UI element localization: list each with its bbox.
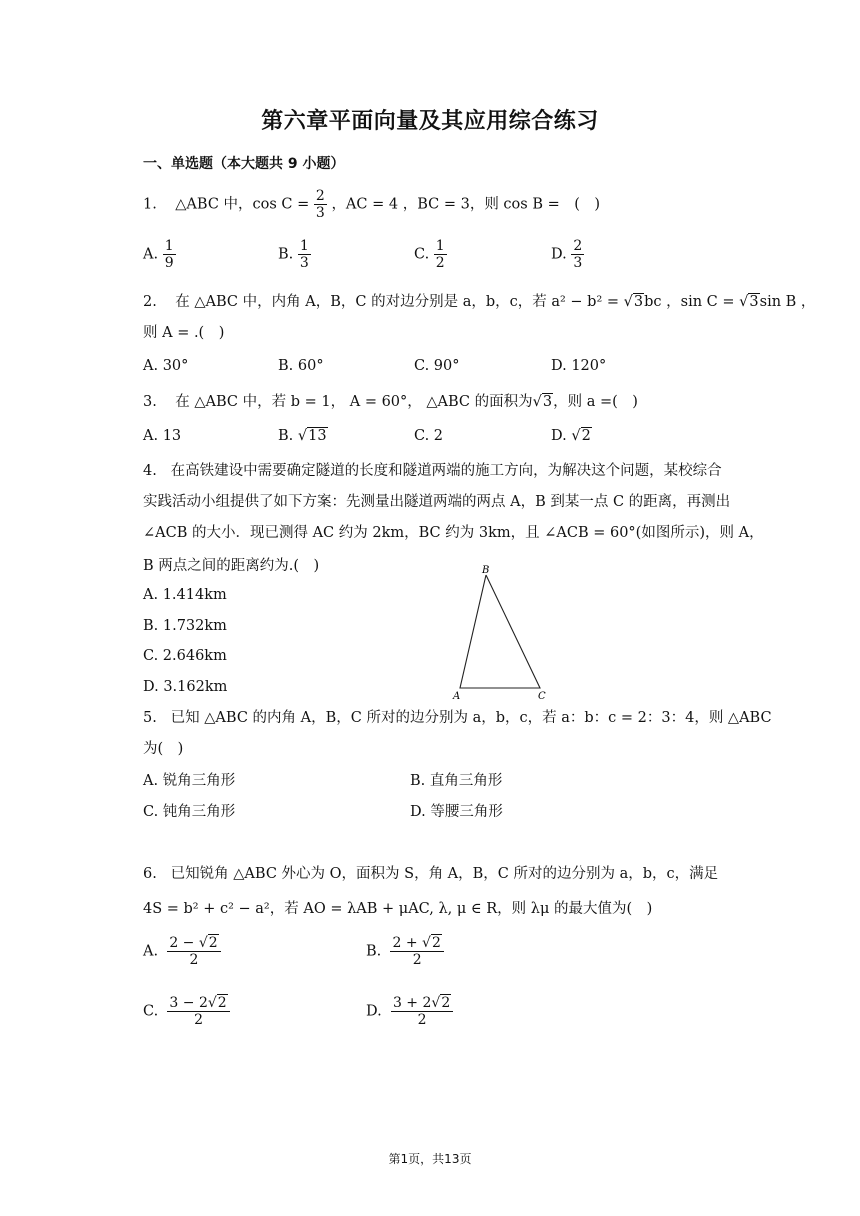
- question-6: 6. 已知锐角 △ABC 外心为 O，面积为 S，角 A，B，C 所对的边分别为 a，b，c，满足: [143, 866, 719, 882]
- figure-label-a: A: [453, 691, 461, 702]
- q4-option-c[interactable]: C. 2.646km: [143, 648, 227, 664]
- q5-line-2: 为( ): [143, 741, 184, 757]
- q4-line-4: B 两点之间的距离约为.( ): [143, 558, 320, 574]
- q3-option-c[interactable]: C. 2: [414, 428, 444, 444]
- question-5: 5. 已知 △ABC 的内角 A，B，C 所对的边分别为 a，b，c，若 a：b：c = 2：3：4，则 △ABC: [143, 710, 772, 726]
- triangle-figure: [448, 562, 558, 704]
- q1-number: 1.: [143, 196, 157, 213]
- q6-option-a[interactable]: A. $\frac{2 - √2}{2}$: [143, 935, 221, 968]
- section-heading: 一、单选题（本大题共 9 小题）: [143, 156, 345, 172]
- question-2: 2. 在 △ABC 中，内角 A，B，C 的对边分别是 a，b，c，若 a² − b² = √3bc ，sin C = √3sin B ，: [143, 294, 816, 310]
- q6-option-c[interactable]: C. $\frac{3 - 2√2}{2}$: [143, 995, 230, 1028]
- q1-option-d[interactable]: D. $\frac{2}{3}$: [551, 238, 583, 271]
- q4-option-b[interactable]: B. 1.732km: [143, 618, 227, 634]
- q2-line-2: 则 A = .( ): [143, 325, 225, 341]
- q1-option-c[interactable]: C. $\frac{1}{2}$: [414, 238, 445, 271]
- figure-label-b: B: [482, 565, 490, 576]
- q3-option-b[interactable]: B. √13: [278, 428, 327, 444]
- question-1: [143, 188, 600, 221]
- q2-option-b[interactable]: B. 60°: [278, 358, 324, 374]
- q4-option-d[interactable]: D. 3.162km: [143, 679, 228, 695]
- q4-option-a[interactable]: A. 1.414km: [143, 587, 227, 603]
- q6-option-d[interactable]: D. $\frac{3 + 2√2}{2}$: [366, 995, 453, 1028]
- q1-fraction: $\frac{2}{3}$: [315, 188, 325, 221]
- q1-text-post: ，AC = 4 ，BC = 3，则 cos B = ( ): [331, 196, 601, 213]
- q4-line-3: ∠ACB 的大小．现已测得 AC 约为 2km，BC 约为 3km，且 ∠ACB = 60°(如图所示)，则 A，: [143, 525, 764, 541]
- question-3: 3. 在 △ABC 中，若 b = 1， A = 60°， △ABC 的面积为√3，则 a =( ): [143, 394, 638, 410]
- q2-option-d[interactable]: D. 120°: [551, 358, 607, 374]
- question-4: 4. 在高铁建设中需要确定隧道的长度和隧道两端的施工方向，为解决这个问题，某校综合: [143, 463, 722, 479]
- q1-option-b[interactable]: B. $\frac{1}{3}$: [278, 238, 309, 271]
- q5-option-a[interactable]: A. 锐角三角形: [143, 773, 236, 789]
- figure-label-c: C: [538, 691, 546, 702]
- q3-option-d[interactable]: D. √2: [551, 428, 591, 444]
- q2-option-a[interactable]: A. 30°: [143, 358, 189, 374]
- q6-line-2: 4S = b² + c² − a²，若 AO = λAB + μAC, λ, μ ∈ R，则 λμ 的最大值为( ): [143, 901, 653, 917]
- q6-option-b[interactable]: B. $\frac{2 + √2}{2}$: [366, 935, 444, 968]
- q5-option-d[interactable]: D. 等腰三角形: [410, 804, 503, 820]
- q4-line-2: 实践活动小组提供了如下方案：先测量出隧道两端的两点 A，B 到某一点 C 的距离，再测出: [143, 494, 731, 510]
- q3-option-a[interactable]: A. 13: [143, 428, 182, 444]
- page-footer: 第1页，共13页: [388, 1152, 472, 1166]
- page-title: 第六章平面向量及其应用综合练习: [261, 109, 599, 134]
- q5-option-b[interactable]: B. 直角三角形: [410, 773, 503, 789]
- q5-option-c[interactable]: C. 钝角三角形: [143, 804, 236, 820]
- q1-option-a[interactable]: A. $\frac{1}{9}$: [143, 238, 174, 271]
- q2-option-c[interactable]: C. 90°: [414, 358, 460, 374]
- q1-text-pre: △ABC 中，cos C =: [175, 196, 310, 213]
